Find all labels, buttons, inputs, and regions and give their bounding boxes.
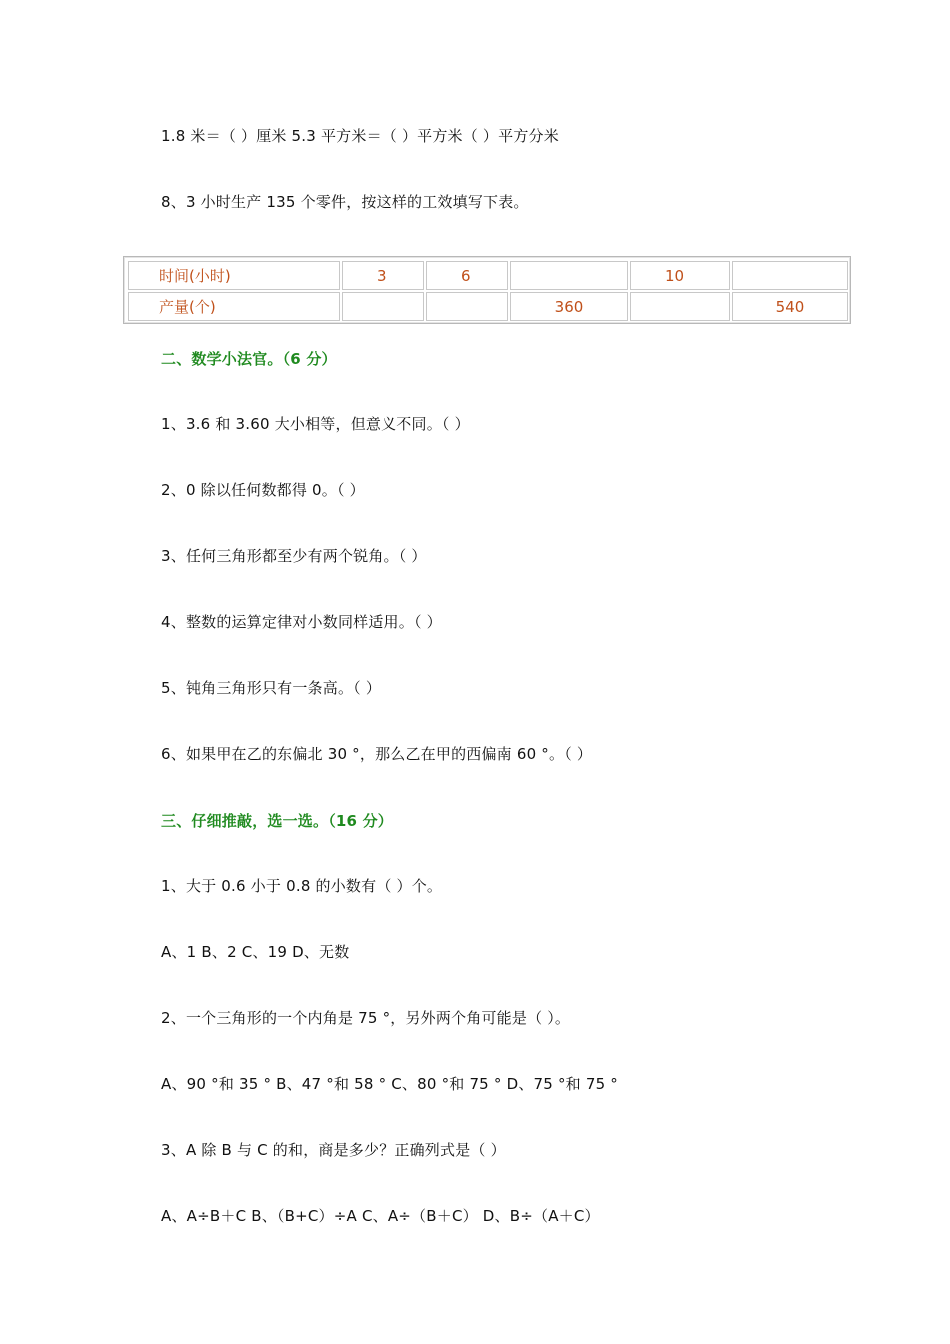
choice-question-2: 2、一个三角形的一个内角是 75 °，另外两个角可能是（ ）。 [161, 1009, 571, 1027]
table-cell [426, 292, 508, 321]
table-cell [342, 292, 424, 321]
question-8-line: 8、3 小时生产 135 个零件，按这样的工效填写下表。 [161, 193, 529, 211]
section-2-heading: 二、数学小法官。（6 分） [161, 350, 337, 368]
table-cell: 3 [342, 261, 424, 290]
choice-options-3: A、A÷B＋C B、（B+C）÷A C、A÷（B＋C） D、B÷（A＋C） [161, 1207, 600, 1225]
table-cell: 6 [426, 261, 508, 290]
judge-question-3: 3、任何三角形都至少有两个锐角。（ ） [161, 547, 427, 565]
judge-question-2: 2、0 除以任何数都得 0。（ ） [161, 481, 365, 499]
table-cell [510, 261, 628, 290]
table-cell: 540 [732, 292, 848, 321]
time-label-cell: 时间(小时) [128, 261, 340, 290]
judge-question-4: 4、整数的运算定律对小数同样适用。（ ） [161, 613, 442, 631]
table-cell: 10 [630, 261, 730, 290]
choice-options-2: A、90 °和 35 ° B、47 °和 58 ° C、80 °和 75 ° D、75 °和 75 ° [161, 1075, 618, 1093]
choice-question-3: 3、A 除 B 与 C 的和，商是多少？正确列式是（ ） [161, 1141, 506, 1159]
table-cell [732, 261, 848, 290]
choice-question-1: 1、大于 0.6 小于 0.8 的小数有（ ）个。 [161, 877, 443, 895]
table-row [128, 292, 848, 321]
table-row [128, 261, 848, 290]
production-table [123, 256, 851, 324]
output-label-cell: 产量(个) [128, 292, 340, 321]
conversion-line: 1.8 米＝（ ）厘米 5.3 平方米＝（ ）平方米（ ）平方分米 [161, 127, 559, 145]
judge-question-5: 5、钝角三角形只有一条高。（ ） [161, 679, 382, 697]
table-cell [630, 292, 730, 321]
choice-options-1: A、1 B、2 C、19 D、无数 [161, 943, 350, 961]
judge-question-1: 1、3.6 和 3.60 大小相等，但意义不同。（ ） [161, 415, 470, 433]
judge-question-6: 6、如果甲在乙的东偏北 30 °，那么乙在甲的西偏南 60 °。（ ） [161, 745, 593, 763]
section-3-heading: 三、仔细推敲，选一选。（16 分） [161, 812, 393, 830]
table-cell: 360 [510, 292, 628, 321]
